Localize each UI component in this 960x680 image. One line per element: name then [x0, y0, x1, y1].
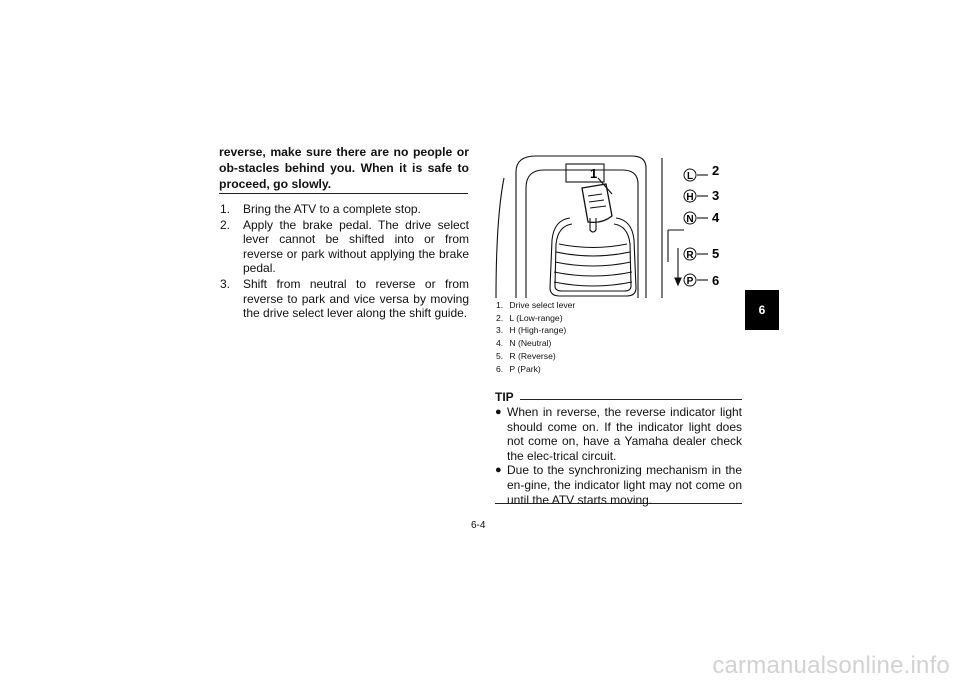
tip-text: When in reverse, the reverse indicator light should come on. If the indicator light does not come on, have a Yamaha dealer check the elec-trical circuit. — [507, 405, 742, 463]
gate-label-n: N — [686, 214, 694, 225]
caption-text: Drive select lever — [509, 300, 576, 310]
caption-item — [496, 337, 575, 350]
caption-text: P (Park) — [509, 363, 541, 374]
list-item — [219, 277, 469, 321]
list-item — [219, 218, 469, 276]
tip-text: Due to the synchronizing mechanism in the en-gine, the indicator light may not come on until the ATV starts moving. — [507, 463, 742, 507]
bullet-icon: ● — [495, 464, 502, 477]
chapter-tab: 6 — [745, 290, 779, 330]
page-number: 6-4 — [471, 520, 486, 531]
caption-number: 4. — [496, 338, 504, 349]
caption-item — [496, 350, 575, 363]
tip-divider-top — [520, 399, 742, 400]
drive-select-lever-illustration — [494, 148, 746, 298]
caption-number: 3. — [496, 325, 504, 336]
tip-heading: TIP — [495, 390, 514, 404]
warning-divider — [219, 193, 468, 194]
step-number: 3. — [220, 276, 231, 291]
caption-text: H (High-range) — [509, 325, 567, 336]
gate-label-p: P — [686, 276, 694, 287]
gate-label-l: L — [686, 171, 694, 182]
step-number: 1. — [220, 202, 231, 216]
caption-number: 1. — [496, 300, 504, 310]
callout-5: 5 — [712, 246, 720, 261]
callout-3: 3 — [712, 188, 720, 203]
caption-number: 5. — [496, 350, 504, 361]
bullet-icon: ● — [495, 406, 502, 418]
caption-text: N (Neutral) — [509, 338, 552, 349]
tip-list — [495, 405, 742, 507]
tip-divider-bottom — [495, 503, 742, 504]
callout-6: 6 — [712, 273, 720, 288]
caption-item — [496, 312, 575, 325]
list-item — [495, 463, 742, 507]
list-item — [219, 202, 469, 217]
caption-item — [496, 324, 575, 337]
callout-2: 2 — [712, 163, 720, 178]
caption-item — [496, 363, 575, 376]
gate-label-r: R — [686, 250, 694, 261]
step-text: Shift from neutral to reverse or from reverse to park and vice versa by moving the drive select lever along the shift guide. — [243, 276, 469, 321]
caption-text: L (Low-range) — [509, 312, 563, 323]
figure-captions — [496, 299, 575, 375]
step-text: Bring the ATV to a complete stop. — [243, 202, 421, 216]
step-text: Apply the brake pedal. The drive select lever cannot be shifted into or from reverse or park without applying the brake pedal. — [243, 217, 469, 276]
callout-4: 4 — [712, 210, 720, 225]
caption-item — [496, 299, 575, 312]
caption-text: R (Reverse) — [509, 350, 556, 361]
caption-number: 2. — [496, 312, 504, 323]
caption-number: 6. — [496, 363, 504, 374]
watermark: carmanualsonline.info — [712, 652, 950, 679]
gate-label-h: H — [686, 192, 694, 203]
warning-text: reverse, make sure there are no people or ob-stacles behind you. When it is safe to proceed, go slowly. — [219, 145, 469, 191]
step-number: 2. — [220, 217, 231, 232]
callout-1: 1 — [590, 166, 598, 181]
list-item — [495, 405, 742, 463]
step-list — [219, 202, 469, 322]
